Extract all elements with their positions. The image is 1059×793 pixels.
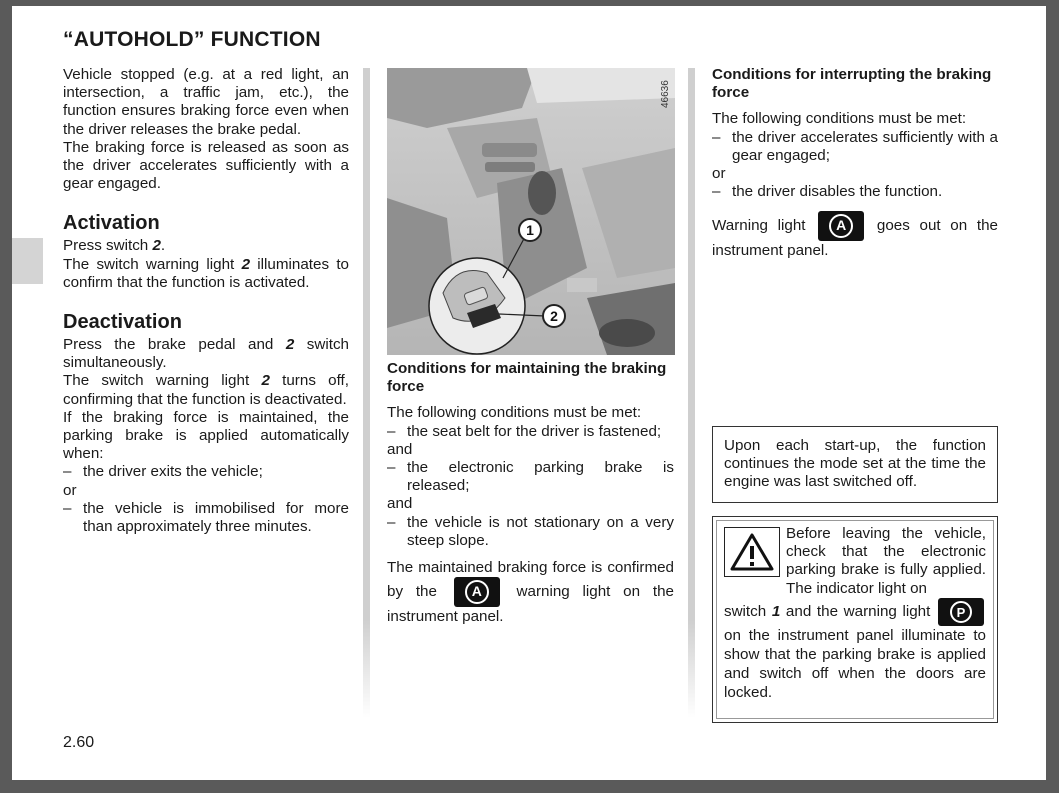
startup-note-text: Upon each start-up, the function continues the mode set at the time the engine was last switched off. — [724, 437, 986, 491]
deactivation-paragraph-3: If the braking force is maintained, the parking brake is applied automatically when: — [63, 408, 349, 463]
list-item: – the electronic parking brake is released; — [387, 459, 674, 495]
figure-reference: 46636 — [660, 80, 671, 108]
section-tab — [12, 238, 43, 284]
intro-paragraph-2: The braking force is released as soon as the driver accelerates sufficiently with a gear engaged. — [63, 138, 349, 193]
parking-brake-warning-light-icon: P — [938, 598, 984, 626]
column-right — [712, 66, 998, 260]
list-item: – the driver accelerates sufficiently with a gear engaged; — [712, 128, 998, 164]
startup-note-box — [712, 426, 998, 503]
autohold-warning-light-icon: A — [818, 211, 864, 241]
and-text: and — [387, 495, 413, 513]
list-item: – the driver disables the function. — [712, 183, 943, 201]
column-separator — [363, 68, 370, 718]
callout-1: 1 — [526, 222, 534, 238]
or-text: or — [63, 481, 77, 499]
or-text: or — [712, 165, 726, 183]
maintaining-lead: The following conditions must be met: — [387, 404, 642, 422]
warning-triangle-icon — [724, 527, 780, 577]
maintaining-heading: Conditions for maintaining the braking force — [387, 360, 667, 396]
parking-warning-box — [712, 516, 998, 723]
intro-paragraph-1: Vehicle stopped (e.g. at a red light, an intersection, a traffic jam, etc.), the function ensures braking force even when the driver releases the brake pedal. — [63, 66, 349, 138]
manual-page — [12, 6, 1046, 780]
warning-paragraph-2: switch 1 and the warning light P on the instrument panel illuminate to show that the parking brake is applied and switch off when the doors are locked. — [724, 598, 986, 702]
and-text: and — [387, 440, 413, 458]
deactivation-paragraph-1: Press the brake pedal and 2 switch simultaneously. — [63, 336, 349, 372]
column-middle — [387, 360, 674, 626]
maintaining-confirm-paragraph: The maintained braking force is confirmed by the A warning light on the instrument panel. — [387, 559, 674, 626]
list-item: – the vehicle is not stationary on a very steep slope. — [387, 513, 674, 549]
interrupting-heading: Conditions for interrupting the braking force — [712, 66, 992, 102]
deactivation-paragraph-2: The switch warning light 2 turns off, confirming that the function is deactivated. — [63, 372, 349, 408]
deactivation-heading: Deactivation — [63, 311, 182, 334]
activation-line-2: The switch warning light 2 illuminates to confirm that the function is activated. — [63, 255, 349, 291]
autohold-warning-light-icon: A — [454, 577, 500, 607]
column-separator — [688, 68, 695, 718]
page-title: “AUTOHOLD” FUNCTION — [63, 28, 321, 51]
warning-paragraph-1: Before leaving the vehicle, check that the electronic parking brake is fully applied. The indicator light on — [786, 525, 986, 597]
page-number: 2.60 — [63, 734, 95, 751]
callout-2: 2 — [550, 308, 558, 324]
interrupting-lead: The following conditions must be met: — [712, 110, 967, 128]
console-photo-drawing — [387, 68, 675, 355]
list-item: – the vehicle is immobilised for more than approximately three minutes. — [63, 499, 349, 536]
console-illustration — [387, 68, 675, 355]
column-left — [63, 66, 349, 536]
interrupting-warning-paragraph: Warning light A goes out on the instrument panel. — [712, 211, 998, 260]
list-item: – the seat belt for the driver is fastened; — [387, 422, 662, 440]
list-item: – the driver exits the vehicle; — [63, 463, 263, 481]
activation-heading: Activation — [63, 212, 160, 235]
activation-line-1: Press switch 2. — [63, 237, 166, 255]
